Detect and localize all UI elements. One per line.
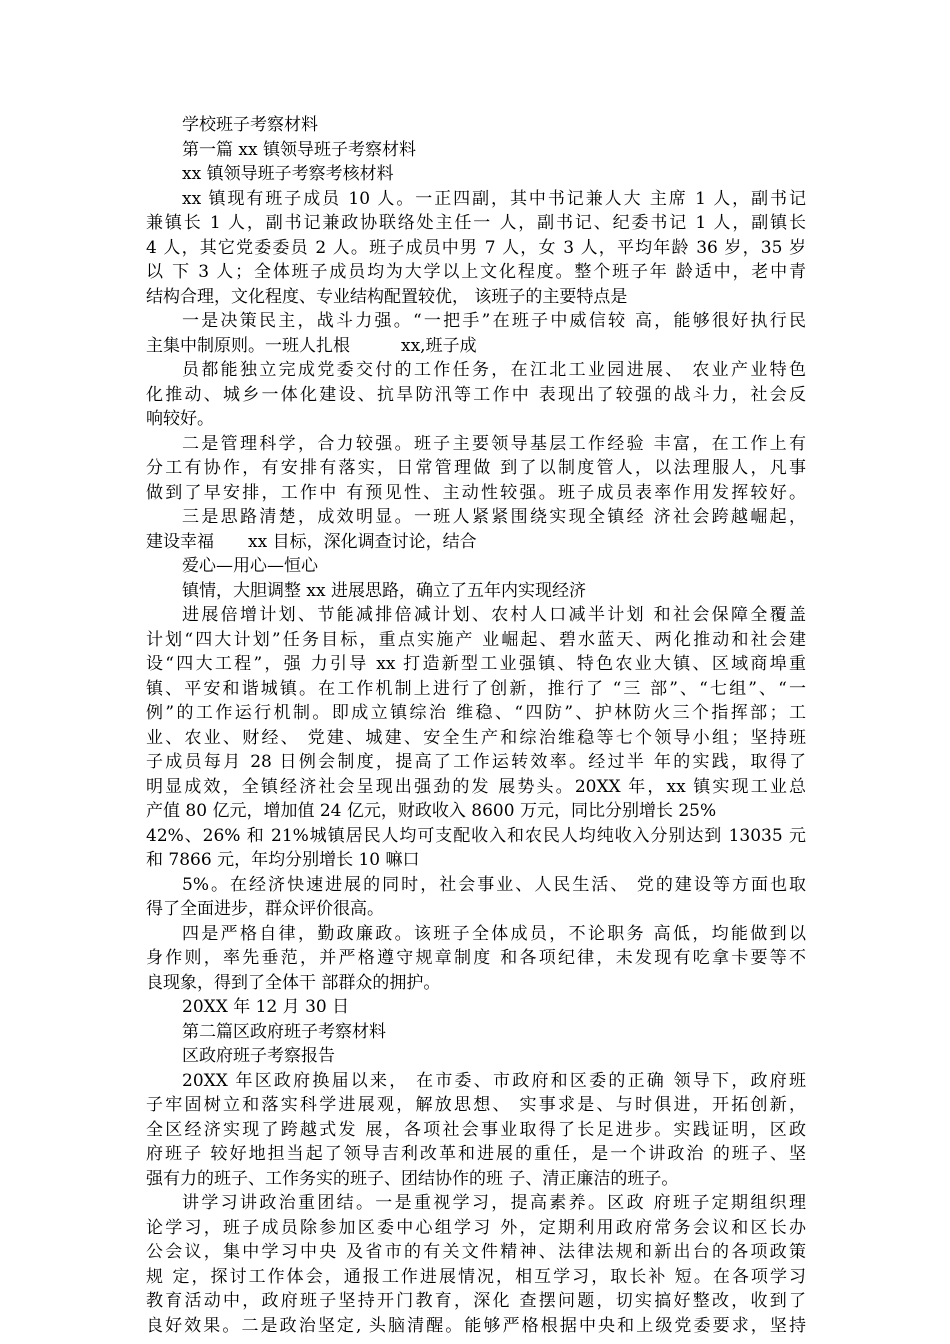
text-line: 良好效果。二是政治坚定, 头脑清醒。能够严格根据中央和上级党委要求，坚持	[146, 1315, 806, 1336]
text-line: 公会议，集中学习中央 及省市的有关文件精神、法律法规和新出台的各项政策	[146, 1242, 806, 1262]
text-line: 建设幸福 xx 目标，深化调查讨论，结合	[146, 531, 477, 552]
text-line: 5%。在经济快速进展的同时，社会事业、人民生活、 党的建设等方面也取	[182, 874, 806, 895]
text-line: 20XX 年 12 月 30 日	[182, 997, 350, 1017]
text-line: 例”的工作运行机制。即成立镇综治 维稳、“四防”、护林防火三个指挥部；工	[146, 703, 806, 723]
text-line: 区政府班子考察报告	[182, 1046, 335, 1066]
text-line: 第一篇 xx 镇领导班子考察材料	[182, 139, 416, 160]
text-line: 得了全面进步，群众评价很高。	[146, 899, 384, 919]
text-line: xx 镇现有班子成员 10 人。一正四副，其中书记兼人大 主席 1 人，副书记	[182, 188, 806, 209]
text-line: 兼镇长 1 人，副书记兼政协联络处主任一 人，副书记、纪委书记 1 人，副镇长	[146, 213, 806, 233]
text-line: 子成员每月 28 日例会制度，提高了工作运转效率。经过半 年的实践，取得了	[146, 752, 806, 772]
text-line: 业、农业、财经、 党建、城建、安全生产和综治维稳等七个领导小组；坚持班	[146, 727, 806, 748]
text-line: 一是决策民主，战斗力强。“一把手”在班子中威信较 高，能够很好执行民	[182, 311, 806, 331]
text-line: 第二篇区政府班子考察材料	[182, 1021, 386, 1042]
text-line: 做到了早安排，工作中 有预见性、主动性较强。班子成员表率作用发挥较好。	[146, 482, 806, 503]
text-line: 产值 80 亿元，增加值 24 亿元，财政收入 8600 万元，同比分别增长 25%	[146, 801, 717, 821]
text-line: xx 镇领导班子考察考核材料	[182, 164, 394, 184]
text-line: 42%、26% 和 21%城镇居民人均可支配收入和农民人均纯收入分别达到 13035 元	[146, 825, 806, 846]
text-line: 和 7866 元，年均分别增长 10 嘛口	[146, 850, 420, 870]
text-line: 设“四大工程”，强 力引导 xx 打造新型工业强镇、特色农业大镇、区域商埠重	[146, 654, 806, 674]
text-line: 规 定，探讨工作体会，通报工作进展情况，相互学习，取长补 短。在各项学习	[146, 1266, 806, 1287]
document-page	[146, 113, 806, 1338]
text-line: 讲学习讲政治重团结。一是重视学习，提高素养。区政 府班子定期组织理	[182, 1193, 806, 1213]
text-line: 以 下 3 人；全体班子成员均为大学以上文化程度。整个班子年 龄适中，老中青	[146, 262, 806, 282]
text-line: 分工有协作，有安排有落实，日常管理做 到了以制度管人，以法理服人，凡事	[146, 458, 806, 478]
text-line: 三是思路清楚，成效明显。一班人紧紧围绕实现全镇经 济社会跨越崛起，	[182, 507, 806, 527]
text-line: 教育活动中，政府班子坚持开门教育，深化 查摆问题，切实搞好整改，收到了	[146, 1291, 806, 1311]
text-line: 良现象，得到了全体干 部群众的拥护。	[146, 972, 441, 993]
text-line: 学校班子考察材料	[182, 115, 318, 135]
text-line: 四是严格自律，勤政廉政。该班子全体成员，不论职务 高低，均能做到以	[182, 923, 806, 944]
text-line: 府班子 较好地担当起了领导吉利改革和进展的重任，是一个讲政治 的班子、坚	[146, 1144, 806, 1164]
text-line: 爱心—用心—恒心	[182, 556, 318, 576]
text-line: 响较好。	[146, 409, 214, 429]
text-line: 化推动、城乡一体化建设、抗旱防汛等工作中 表现出了较强的战斗力，社会反	[146, 384, 806, 405]
text-line: 二是管理科学，合力较强。班子主要领导基层工作经验 丰富，在工作上有	[182, 433, 806, 454]
text-line: 结构合理，文化程度、专业结构配置较优， 该班子的主要特点是	[146, 286, 628, 307]
text-line: 镇、平安和谐城镇。在工作机制上进行了创新，推行了 “三 部”、“七组”、“一	[146, 678, 806, 699]
text-line: 论学习，班子成员除参加区委中心组学习 外，定期利用政府常务会议和区长办	[146, 1217, 806, 1238]
text-line: 镇情，大胆调整 xx 进展思路，确立了五年内实现经济	[182, 580, 586, 601]
text-line: 子牢固树立和落实科学进展观，解放思想、 实事求是、与时俱进，开拓创新，	[146, 1095, 806, 1115]
text-line: 进展倍增计划、节能减排倍减计划、农村人口减半计划 和社会保障全覆盖	[182, 605, 806, 625]
text-line: 计划“四大计划”任务目标，重点实施产 业崛起、碧水蓝天、两化推动和社会建	[146, 629, 806, 650]
text-line: 全区经济实现了跨越式发 展，各项社会事业取得了长足进步。实践证明，区政	[146, 1119, 806, 1140]
text-line: 20XX 年区政府换届以来， 在市委、市政府和区委的正确 领导下，政府班	[182, 1070, 806, 1091]
text-line: 4 人，其它党委委员 2 人。班子成员中男 7 人，女 3 人，平均年龄 36 岁，35 岁	[146, 237, 806, 258]
text-line: 强有力的班子、工作务实的班子、团结协作的班 子、清正廉洁的班子。	[146, 1168, 679, 1189]
text-line: 员都能独立完成党委交付的工作任务，在江北工业园进展、 农业产业特色	[182, 360, 806, 380]
text-line: 主集中制原则。一班人扎根 xx,班子成	[146, 335, 477, 356]
text-line: 身作则，率先垂范，并严格遵守规章制度 和各项纪律，未发现有吃拿卡要等不	[146, 948, 806, 968]
text-line: 明显成效，全镇经济社会呈现出强劲的发 展势头。20XX 年，xx 镇实现工业总	[146, 776, 806, 797]
